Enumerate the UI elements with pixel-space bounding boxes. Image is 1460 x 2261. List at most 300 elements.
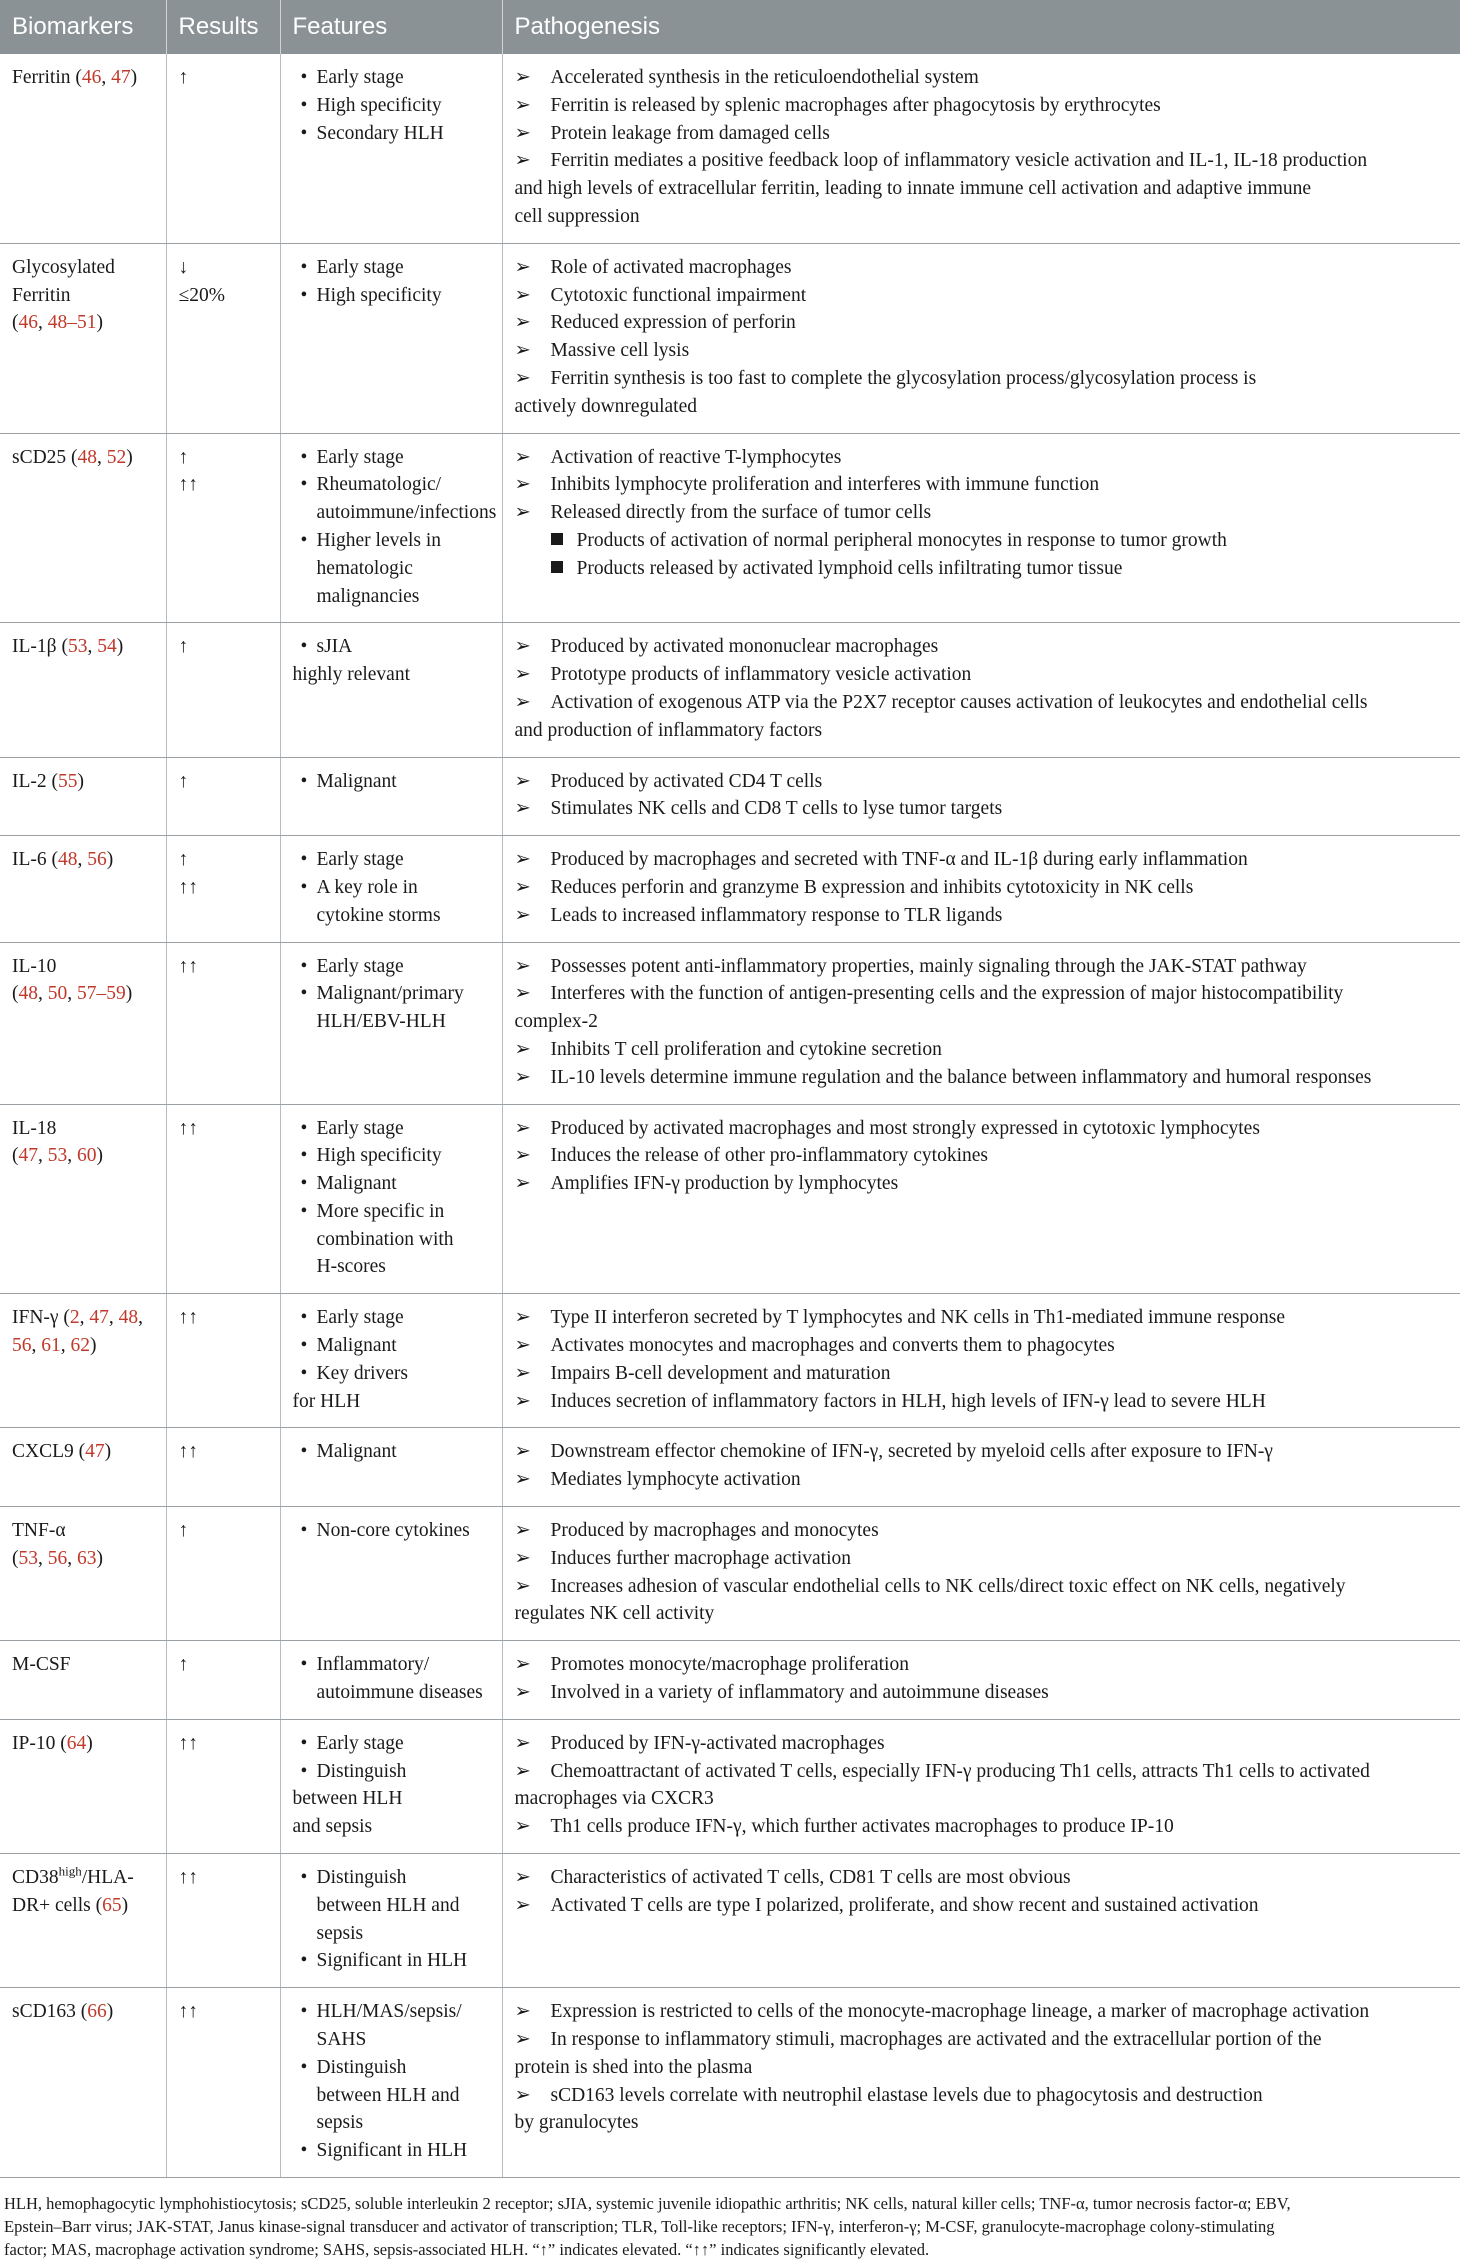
arrowhead-bullet-icon: ➢ [514, 849, 531, 871]
feature-list [293, 1864, 494, 1975]
pathogenesis-item [515, 661, 1453, 689]
pathogenesis-item [515, 1517, 1453, 1545]
feature-text: autoimmune diseases [316, 1682, 483, 1704]
bullet-icon: • [300, 94, 308, 116]
features-cell [280, 942, 502, 1104]
biomarker-name-line: (47, 53, 60) [12, 1145, 103, 1167]
arrowhead-bullet-icon: ➢ [514, 67, 531, 88]
bullet-icon: • [300, 1173, 308, 1195]
feature-item [293, 1304, 494, 1332]
pathogenesis-text: Increases adhesion of vascular endothelial cells to NK cells/direct toxic effect on NK cells, negatively [550, 1575, 1346, 1597]
result-value: ↑ [178, 67, 189, 88]
features-cell [280, 836, 502, 942]
feature-text: High specificity [316, 1145, 442, 1167]
pathogenesis-text: Activated T cells are type I polarized, proliferate, and show recent and sustained activation [550, 1894, 1259, 1916]
pathogenesis-cell [502, 942, 1460, 1104]
table-row [0, 623, 1460, 757]
features-cell [280, 1428, 502, 1507]
bullet-icon: • [300, 1307, 308, 1329]
pathogenesis-text: Interferes with the function of antigen-presenting cells and the expression of major histocompatibility [550, 983, 1344, 1005]
biomarker-cell [0, 836, 166, 942]
feature-text: Malignant [316, 1335, 397, 1357]
pathogenesis-item [515, 795, 1453, 823]
feature-item [293, 2054, 494, 2137]
feature-item [293, 1115, 494, 1143]
arrowhead-bullet-icon: ➢ [514, 256, 531, 278]
arrowhead-bullet-icon: ➢ [514, 1441, 531, 1463]
result-value: ↑↑ [178, 1441, 198, 1463]
pathogenesis-item [515, 1466, 1453, 1494]
citation-link[interactable]: 65 [102, 1894, 122, 1916]
bullet-icon: • [300, 1760, 308, 1782]
biomarker-name: , [138, 1307, 144, 1329]
biomarker-name-line: (53, 56, 63) [12, 1547, 103, 1569]
arrowhead-bullet-icon: ➢ [514, 150, 531, 172]
biomarker-cell [0, 54, 166, 243]
pathogenesis-text: cell suppression [514, 205, 640, 227]
citation-link[interactable]: 60 [77, 1145, 97, 1167]
pathogenesis-text: actively downregulated [514, 395, 697, 417]
pathogenesis-item [515, 1388, 1453, 1416]
citation-link[interactable]: 48 [58, 849, 78, 871]
citation-link[interactable]: 48 [18, 983, 38, 1005]
feature-list [293, 768, 494, 796]
pathogenesis-text: and production of inflammatory factors [514, 719, 823, 741]
pathogenesis-text: Produced by IFN-γ-activated macrophages [550, 1732, 885, 1754]
feature-text: and sepsis [292, 1816, 373, 1838]
biomarker-cell [0, 433, 166, 623]
table-row [0, 1104, 1460, 1294]
bullet-icon: • [300, 1362, 308, 1384]
citation-link[interactable]: 61 [41, 1335, 61, 1357]
feature-text: Early stage [316, 955, 404, 977]
arrowhead-bullet-icon: ➢ [514, 798, 531, 820]
table-row [0, 54, 1460, 243]
feature-item [293, 1517, 494, 1545]
footnote-line: HLH, hemophagocytic lymphohistiocytosis; sCD25, soluble interleukin 2 receptor; sJIA, systemic juvenile idiopathic arthritis; NK cells, natural killer cells; TNF-α, tumor necrosis factor-α; EBV, [4, 2194, 1291, 2213]
biomarker-name: ) [96, 1547, 103, 1569]
pathogenesis-text: regulates NK cell activity [514, 1603, 715, 1625]
biomarker-name: IL-1β ( [12, 636, 68, 658]
feature-item [293, 92, 494, 120]
feature-text: Malignant [316, 1441, 397, 1463]
arrowhead-bullet-icon: ➢ [514, 1390, 531, 1412]
features-cell [280, 1294, 502, 1428]
pathogenesis-text: Accelerated synthesis in the reticuloendothelial system [550, 67, 979, 88]
feature-text: Significant in HLH [316, 2140, 468, 2162]
arrowhead-bullet-icon: ➢ [514, 691, 531, 713]
arrowhead-bullet-icon: ➢ [514, 1145, 531, 1167]
features-cell [280, 433, 502, 623]
table-row [0, 942, 1460, 1104]
results-cell [166, 54, 280, 243]
arrowhead-bullet-icon: ➢ [514, 312, 531, 334]
biomarker-name: ( [12, 1145, 19, 1167]
feature-item [293, 1998, 494, 2054]
arrowhead-bullet-icon: ➢ [514, 904, 531, 926]
pathogenesis-item [515, 2026, 1453, 2082]
biomarker-name-line [12, 1517, 158, 1545]
pathogenesis-item [515, 1813, 1453, 1841]
biomarker-name: IL-10 [12, 955, 57, 977]
biomarker-name-line [12, 953, 158, 981]
pathogenesis-text: Reduced expression of perforin [550, 312, 796, 334]
biomarker-name: CD38 [12, 1867, 59, 1889]
arrowhead-bullet-icon: ➢ [514, 636, 531, 658]
header-row [0, 0, 1460, 54]
citation-link[interactable]: 46 [18, 312, 38, 334]
feature-item [293, 1947, 494, 1975]
results-cell [166, 623, 280, 757]
pathogenesis-item [515, 689, 1453, 745]
arrowhead-bullet-icon: ➢ [514, 770, 531, 792]
result-value: ↑↑ [178, 1117, 198, 1139]
biomarker-name-line: (48, 50, 57–59) [12, 983, 133, 1005]
pathogenesis-text: protein is shed into the plasma [514, 2056, 753, 2078]
result-value: ↑↑ [178, 1867, 198, 1889]
feature-list [293, 633, 494, 689]
citation-link[interactable]: 46 [81, 67, 102, 88]
result-value: ↑↑ [178, 955, 198, 977]
table-row [0, 1507, 1460, 1641]
citation-link[interactable]: 48 [118, 1307, 139, 1329]
arrowhead-bullet-icon: ➢ [514, 1469, 531, 1491]
biomarker-name: sCD163 ( [12, 2001, 88, 2023]
biomarker-name-line [12, 1115, 158, 1143]
pathogenesis-text: Role of activated macrophages [550, 256, 792, 278]
pathogenesis-text: Induces secretion of inflammatory factors in HLH, high levels of IFN-γ lead to severe HLH [550, 1390, 1266, 1412]
biomarker-name: ) [86, 1732, 93, 1754]
arrowhead-bullet-icon: ➢ [514, 1547, 531, 1569]
bullet-icon: • [300, 636, 308, 658]
features-cell [280, 1104, 502, 1294]
result-value: ↑↑ [178, 1307, 198, 1329]
feature-text: Malignant/primary [316, 983, 464, 1005]
table-body [0, 54, 1460, 2178]
pathogenesis-cell [502, 623, 1460, 757]
pathogenesis-text: Cytotoxic functional impairment [550, 284, 807, 306]
feature-text: Distinguish [316, 1867, 407, 1889]
feature-text: hematologic [316, 557, 413, 579]
table-row [0, 433, 1460, 623]
pathogenesis-item [515, 1545, 1453, 1573]
feature-list [293, 444, 497, 611]
biomarker-name-line: IL-6 (48, 56) [12, 849, 114, 871]
feature-text: High specificity [316, 284, 442, 306]
pathogenesis-text: Mediates lymphocyte activation [550, 1469, 801, 1491]
citation-link[interactable]: 56 [47, 1547, 68, 1569]
biomarker-cell [0, 1719, 166, 1853]
feature-text: Distinguish [316, 2056, 407, 2078]
citation-link[interactable]: 2 [69, 1307, 80, 1329]
feature-item [293, 1170, 494, 1198]
pathogenesis-cell [502, 1641, 1460, 1720]
citation-link[interactable]: 56 [12, 1335, 32, 1357]
pathogenesis-text: complex-2 [514, 1011, 598, 1033]
feature-text: More specific in [316, 1200, 445, 1222]
pathogenesis-item [515, 120, 1453, 148]
biomarker-name: IL-2 ( [12, 770, 59, 792]
feature-item [293, 1438, 494, 1466]
results-cell [166, 433, 280, 623]
table-row [0, 757, 1460, 836]
arrowhead-bullet-icon: ➢ [514, 2029, 531, 2051]
pathogenesis-cell [502, 1104, 1460, 1294]
features-cell [280, 1854, 502, 1988]
feature-list [293, 1304, 494, 1415]
feature-text: Early stage [316, 1117, 404, 1139]
arrowhead-bullet-icon: ➢ [514, 340, 531, 362]
biomarker-cell [0, 623, 166, 757]
pathogenesis-text: Released directly from the surface of tumor cells [550, 502, 932, 524]
biomarker-cell [0, 1854, 166, 1988]
biomarker-cell [0, 1104, 166, 1294]
biomarker-name: ( [12, 1547, 19, 1569]
feature-text: between HLH [292, 1788, 403, 1810]
bullet-icon: • [300, 876, 308, 898]
table-footnote [0, 2178, 1460, 2261]
results-cell [166, 836, 280, 942]
feature-item [293, 1142, 494, 1170]
bullet-icon: • [300, 1441, 308, 1463]
biomarker-name: IL-6 ( [12, 849, 59, 871]
biomarker-name: ) [121, 1894, 129, 1916]
pathogenesis-item [515, 902, 1453, 930]
result-value: ↑ [178, 636, 189, 658]
bullet-icon: • [300, 1732, 308, 1754]
citation-link[interactable]: 63 [77, 1547, 97, 1569]
biomarker-name-line [12, 768, 158, 796]
pathogenesis-item [515, 309, 1453, 337]
pathogenesis-text: Inhibits lymphocyte proliferation and interferes with immune function [550, 474, 1100, 496]
biomarker-name-line [12, 1892, 158, 1920]
arrowhead-bullet-icon: ➢ [514, 1760, 531, 1782]
pathogenesis-item [515, 365, 1453, 421]
biomarker-name: ) [106, 2001, 114, 2023]
citation-link[interactable]: 48 [77, 446, 98, 468]
arrowhead-bullet-icon: ➢ [514, 2001, 531, 2023]
result-value: ↑ [178, 1520, 189, 1542]
feature-list [293, 1438, 494, 1466]
result-value: ≤20% [178, 284, 225, 306]
pathogenesis-text: Activation of reactive T-lymphocytes [550, 446, 842, 468]
results-cell [166, 1294, 280, 1428]
pathogenesis-cell [502, 243, 1460, 433]
feature-list [293, 1730, 494, 1841]
feature-text: SAHS [316, 2029, 367, 2051]
pathogenesis-item [515, 1332, 1453, 1360]
biomarker-name: DR+ cells ( [12, 1894, 103, 1916]
biomarker-name: TNF-α [12, 1520, 66, 1542]
biomarker-name-line [12, 254, 158, 282]
bullet-icon: • [300, 67, 308, 88]
arrowhead-bullet-icon: ➢ [514, 474, 531, 496]
pathogenesis-item [515, 874, 1453, 902]
citation-link[interactable]: 47 [85, 1441, 105, 1463]
features-cell [280, 623, 502, 757]
bullet-icon: • [300, 2001, 308, 2023]
arrowhead-bullet-icon: ➢ [514, 446, 531, 468]
square-bullet-icon [551, 533, 563, 545]
bullet-icon: • [300, 284, 308, 306]
bullet-icon: • [300, 983, 308, 1005]
pathogenesis-item [515, 92, 1453, 120]
table-row [0, 243, 1460, 433]
results-cell [166, 1507, 280, 1641]
feature-item [293, 874, 494, 930]
citation-link[interactable]: 50 [47, 983, 68, 1005]
pathogenesis-text: Th1 cells produce IFN-γ, which further activates macrophages to produce IP-10 [550, 1816, 1174, 1838]
pathogenesis-item [515, 1651, 1453, 1679]
table-row [0, 1719, 1460, 1853]
feature-text: Early stage [316, 67, 404, 88]
feature-item [293, 1332, 494, 1360]
bullet-icon: • [300, 1117, 308, 1139]
biomarker-cell [0, 942, 166, 1104]
citation-link[interactable]: 47 [89, 1307, 109, 1329]
pathogenesis-item [515, 1142, 1453, 1170]
feature-text: between HLH and [316, 1894, 460, 1916]
feature-text: Early stage [316, 1307, 404, 1329]
table-row [0, 1988, 1460, 2178]
arrowhead-bullet-icon: ➢ [514, 1362, 531, 1384]
citation-link[interactable]: 48–51 [47, 312, 97, 334]
biomarker-cell [0, 757, 166, 836]
arrowhead-bullet-icon: ➢ [514, 955, 531, 977]
citation-link[interactable]: 52 [106, 446, 127, 468]
biomarker-name: ) [96, 312, 103, 334]
arrowhead-bullet-icon: ➢ [514, 1038, 531, 1060]
arrowhead-bullet-icon: ➢ [514, 1335, 531, 1357]
table-row [0, 1428, 1460, 1507]
result-value: ↑ [178, 770, 189, 792]
bullet-icon: • [300, 1145, 308, 1167]
citation-link[interactable]: 55 [58, 770, 78, 792]
citation-link[interactable]: 56 [87, 849, 107, 871]
feature-list [293, 846, 494, 929]
arrowhead-bullet-icon: ➢ [514, 1682, 531, 1704]
arrowhead-bullet-icon: ➢ [514, 367, 531, 389]
citation-link[interactable]: 62 [70, 1335, 90, 1357]
feature-list [293, 64, 494, 147]
pathogenesis-text: Produced by activated macrophages and most strongly expressed in cytotoxic lymphocytes [550, 1117, 1260, 1139]
citation-link[interactable]: 66 [87, 2001, 107, 2023]
feature-text: sepsis [316, 1922, 364, 1944]
pathogenesis-cell [502, 836, 1460, 942]
biomarker-name: sCD25 ( [12, 446, 78, 468]
biomarker-name: Ferritin [12, 284, 71, 306]
pathogenesis-item [515, 1304, 1453, 1332]
pathogenesis-item [515, 337, 1453, 365]
pathogenesis-item [515, 846, 1453, 874]
feature-text: Rheumatologic/ [316, 474, 442, 496]
pathogenesis-text: In response to inflammatory stimuli, macrophages are activated and the extracellular portion of the [550, 2029, 1322, 2051]
feature-text: Early stage [316, 849, 404, 871]
pathogenesis-text: Promotes monocyte/macrophage proliferation [550, 1654, 909, 1676]
feature-text: Early stage [316, 256, 404, 278]
bullet-icon: • [300, 122, 308, 144]
citation-link[interactable]: 54 [97, 636, 117, 658]
feature-list [293, 1998, 494, 2165]
pathogenesis-text: Reduces perforin and granzyme B expression and inhibits cytotoxicity in NK cells [550, 876, 1194, 898]
citation-link[interactable]: 64 [66, 1732, 87, 1754]
feature-item [293, 1730, 494, 1758]
table-row [0, 1641, 1460, 1720]
header-biomarkers: Biomarkers [0, 0, 166, 54]
arrowhead-bullet-icon: ➢ [514, 1307, 531, 1329]
pathogenesis-item [515, 471, 1453, 499]
features-cell [280, 1507, 502, 1641]
feature-item [293, 527, 494, 610]
bullet-icon: • [300, 2056, 308, 2078]
pathogenesis-text: and high levels of extracellular ferritin, leading to innate immune cell activation and adaptive immune [514, 178, 1312, 200]
feature-text: combination with [316, 1228, 454, 1250]
feature-item [293, 471, 497, 527]
feature-item [293, 120, 494, 148]
results-cell [166, 1641, 280, 1720]
pathogenesis-text: Involved in a variety of inflammatory and autoimmune diseases [550, 1682, 1049, 1704]
results-cell [166, 1719, 280, 1853]
biomarker-name: ) [96, 1145, 103, 1167]
citation-link[interactable]: 53 [18, 1547, 38, 1569]
arrowhead-bullet-icon: ➢ [514, 876, 531, 898]
biomarker-name: IFN-γ ( [12, 1307, 70, 1329]
citation-link[interactable]: 57–59 [77, 983, 126, 1005]
feature-item [293, 1758, 494, 1841]
bullet-icon: • [300, 1950, 308, 1972]
results-cell [166, 243, 280, 433]
citation-link[interactable]: 53 [47, 1145, 68, 1167]
pathogenesis-text: Produced by macrophages and monocytes [550, 1520, 879, 1542]
results-cell [166, 942, 280, 1104]
feature-text: Inflammatory/ [316, 1654, 430, 1676]
pathogenesis-cell [502, 433, 1460, 623]
biomarker-name: /HLA- [81, 1867, 134, 1889]
biomarker-name: ) [77, 770, 85, 792]
pathogenesis-text: Chemoattractant of activated T cells, especially IFN-γ producing Th1 cells, attracts Th1 cells to activated [550, 1760, 1370, 1782]
bullet-icon: • [300, 955, 308, 977]
biomarker-name-line: IFN-γ (2, 47, 48, [12, 1307, 144, 1329]
pathogenesis-text: Products released by activated lymphoid cells infiltrating tumor tissue [576, 557, 1123, 579]
arrowhead-bullet-icon: ➢ [514, 1816, 531, 1838]
feature-text: sepsis [316, 2112, 364, 2134]
citation-link[interactable]: 47 [18, 1145, 38, 1167]
features-cell [280, 1988, 502, 2178]
biomarker-name: ) [104, 1441, 112, 1463]
pathogenesis-item [515, 980, 1453, 1036]
pathogenesis-item [515, 2082, 1453, 2138]
biomarker-cell [0, 1641, 166, 1720]
feature-item [293, 2137, 494, 2165]
biomarker-name: M-CSF [12, 1654, 71, 1676]
citation-link[interactable]: 47 [111, 67, 131, 88]
feature-text: Malignant [316, 770, 397, 792]
table-row [0, 1294, 1460, 1428]
feature-text: Key drivers [316, 1362, 409, 1384]
bullet-icon: • [300, 1520, 308, 1542]
feature-text: cytokine storms [316, 904, 441, 926]
feature-text: Secondary HLH [316, 122, 444, 144]
square-bullet-icon [551, 561, 563, 573]
pathogenesis-cell [502, 1988, 1460, 2178]
feature-text: Higher levels in [316, 529, 442, 551]
features-cell [280, 757, 502, 836]
pathogenesis-cell [502, 1294, 1460, 1428]
biomarker-cell [0, 1428, 166, 1507]
result-value: ↑ [178, 849, 189, 871]
biomarker-cell [0, 1294, 166, 1428]
citation-link[interactable]: 53 [67, 636, 88, 658]
